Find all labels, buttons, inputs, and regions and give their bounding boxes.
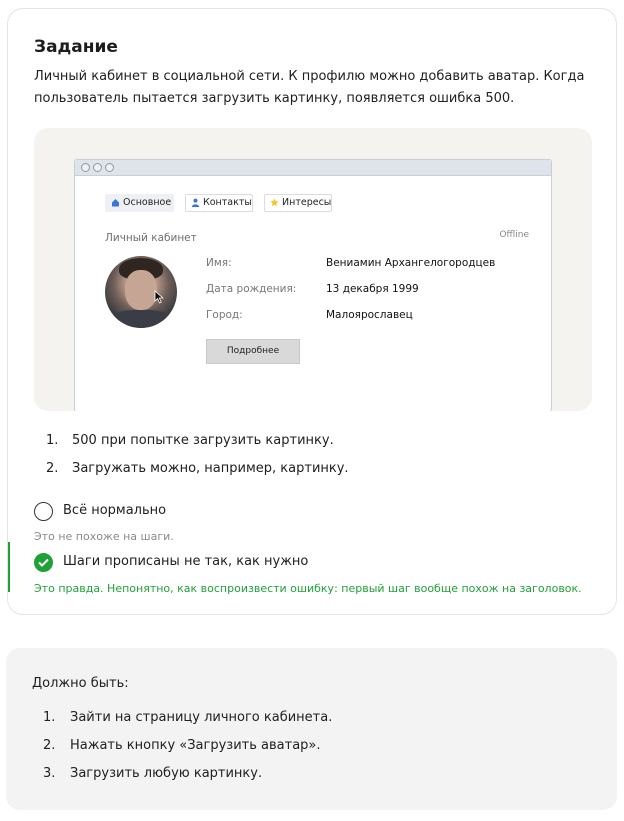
list-item: 1. 500 при попытке загрузить картинку. [46,433,334,448]
steps-list [46,427,349,483]
cursor-icon [154,290,164,304]
status-label: Offline [499,230,529,240]
field-label: Дата рождения: [206,283,297,295]
tab-label: Интересы [282,197,332,208]
answer-card [6,648,617,810]
option-label: Шаги прописаны не так, как нужно [63,554,309,569]
radio-button[interactable] [34,553,53,572]
list-item: 1. Зайти на страницу личного кабинета. [43,710,333,725]
home-icon [111,198,120,207]
option-feedback: Это правда. Непонятно, как воспроизвести ошибку: первый шаг вообще похож на заголовок. [34,582,582,595]
task-card [7,8,617,615]
answer-steps-list [43,704,332,788]
option-label: Всё нормально [63,503,167,518]
radio-button[interactable] [34,502,53,521]
list-item: 3. Загрузить любую картинку. [43,766,263,781]
task-description: Личный кабинет в социальной сети. К профилю можно добавить аватар. Когда пользователь пытается загрузить картинку, появляется ошибка 500. [34,69,585,106]
window-dot-icon [93,163,102,172]
browser-titlebar [75,160,551,176]
tab-contacts [185,194,253,212]
window-dot-icon [105,163,114,172]
list-item: 2. Нажать кнопку «Загрузить аватар». [43,738,321,753]
more-button: Подробнее [206,339,300,364]
mockup-illustration [34,128,592,411]
correct-indicator [8,542,10,592]
field-value: 13 декабря 1999 [326,283,419,295]
task-title: Задание [34,37,118,57]
field-value: Вениамин Архангелогородцев [326,257,496,269]
answer-title: Должно быть: [32,676,129,691]
option-steps-wrong[interactable] [34,553,354,573]
tab-label: Основное [123,197,172,208]
browser-window [74,159,552,411]
avatar [105,256,177,328]
person-icon [191,198,200,207]
option-all-fine[interactable] [34,502,234,522]
field-label: Город: [206,309,243,321]
field-value: Малоярославец [326,309,413,321]
window-dot-icon [81,163,90,172]
option-feedback: Это не похоже на шаги. [34,530,174,543]
tab-main [105,194,174,212]
check-icon [38,558,49,567]
list-item: 2. Загружать можно, например, картинку. [46,461,349,476]
tab-label: Контакты [203,197,252,208]
star-icon [270,198,279,207]
field-label: Имя: [206,257,232,269]
cabinet-label: Личный кабинет [105,232,197,244]
tab-interests [264,194,332,212]
